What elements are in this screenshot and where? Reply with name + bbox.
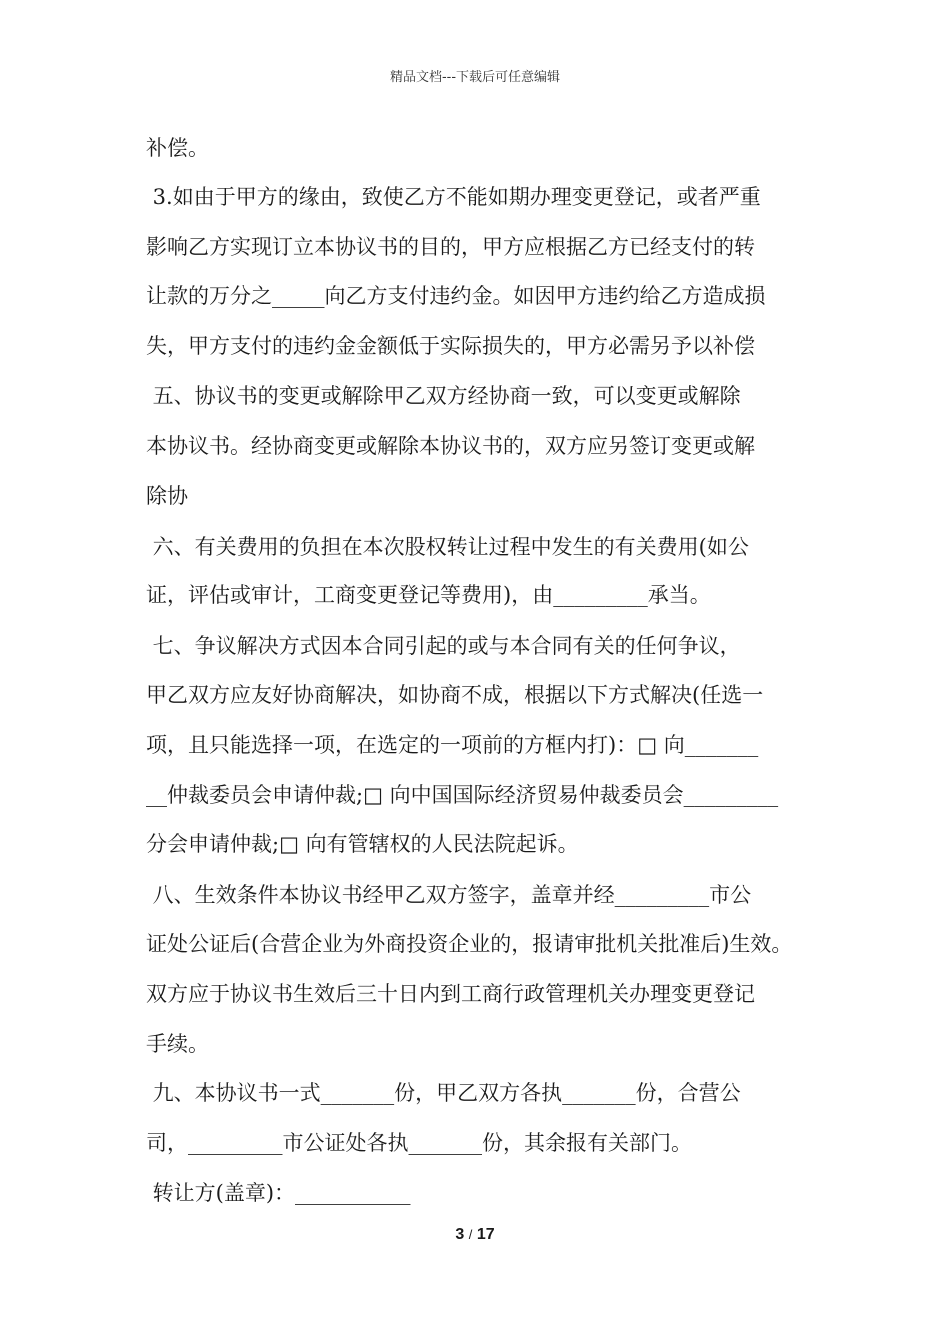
text-line: 本协议书。经协商变更或解除本协议书的，双方应另签订变更或解	[146, 434, 755, 458]
text-line: 证，评估或审计，工商变更登记等费用)，由_________承当。	[146, 583, 711, 607]
text-line: 补偿。	[146, 136, 209, 160]
text-line: 3.如由于甲方的缘由，致使乙方不能如期办理变更登记，或者严重	[146, 185, 761, 209]
page-number	[0, 1226, 950, 1244]
page-separator: /	[468, 1227, 473, 1242]
text-line: 转让方(盖章)：___________	[146, 1181, 411, 1205]
text-line: 除协	[146, 484, 188, 508]
text-line: 让款的万分之_____向乙方支付违约金。如因甲方违约给乙方造成损	[146, 284, 766, 308]
text-line: 八、生效条件本协议书经甲乙双方签字，盖章并经_________市公	[146, 883, 752, 907]
text-line: 六、有关费用的负担在本次股权转让过程中发生的有关费用(如公	[146, 535, 749, 559]
text-line: __仲裁委员会申请仲裁;□ 向中国国际经济贸易仲裁委员会_________	[146, 783, 779, 807]
page-header: 精品文档---下载后可任意编辑	[389, 70, 561, 85]
text-line: 七、争议解决方式因本合同引起的或与本合同有关的任何争议，	[146, 634, 741, 658]
current-page: 3	[455, 1226, 465, 1243]
text-line: 双方应于协议书生效后三十日内到工商行政管理机关办理变更登记	[146, 982, 755, 1006]
text-line: 五、协议书的变更或解除甲乙双方经协商一致，可以变更或解除	[146, 384, 741, 408]
text-line: 司，_________市公证处各执_______份，其余报有关部门。	[146, 1131, 692, 1155]
text-line: 手续。	[146, 1032, 209, 1056]
text-line: 分会申请仲裁;□ 向有管辖权的人民法院起诉。	[146, 832, 579, 856]
text-line: 九、本协议书一式_______份，甲乙双方各执_______份，合营公	[146, 1081, 741, 1105]
text-line: 证处公证后(合营企业为外商投资企业的，报请审批机关批准后)生效。	[146, 932, 793, 956]
text-line: 甲乙双方应友好协商解决，如协商不成，根据以下方式解决(任选一	[146, 683, 764, 707]
text-line: 影响乙方实现订立本协议书的目的，甲方应根据乙方已经支付的转	[146, 235, 755, 259]
total-pages: 17	[476, 1226, 495, 1243]
text-line: 失，甲方支付的违约金金额低于实际损失的，甲方必需另予以补偿	[146, 334, 755, 358]
text-line: 项，且只能选择一项，在选定的一项前的方框内打)：□ 向_______	[146, 733, 759, 757]
